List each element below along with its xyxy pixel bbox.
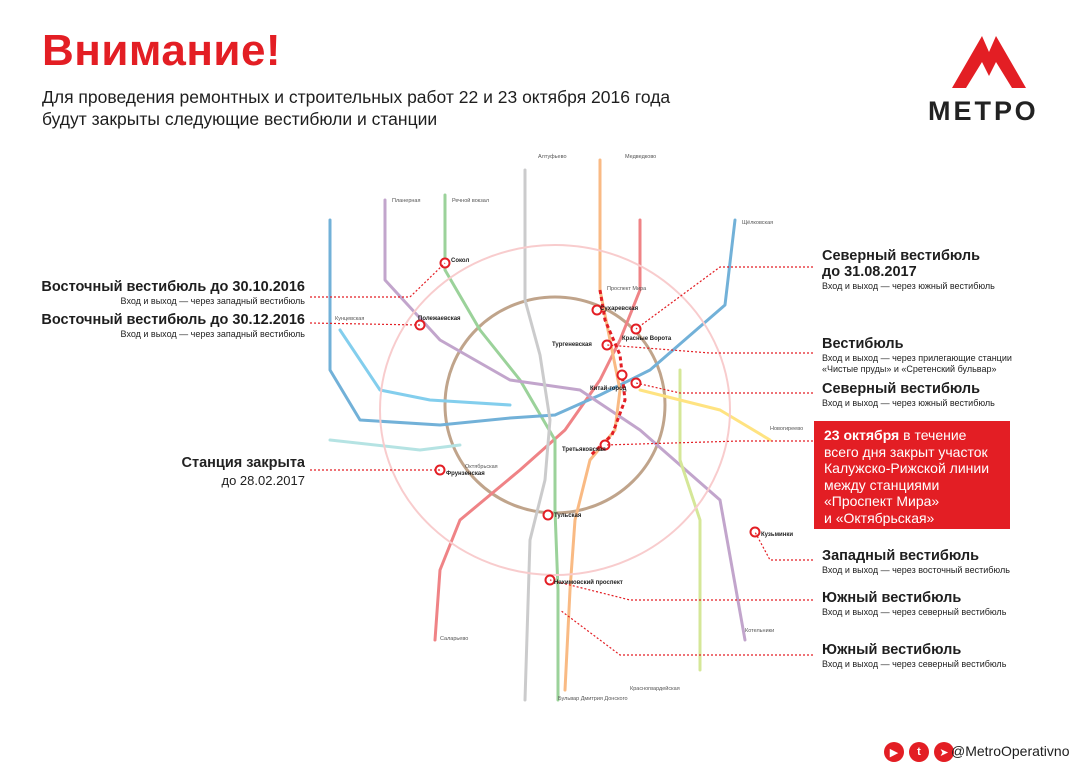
map-label: Речной вокзал (452, 198, 490, 204)
youtube-icon[interactable]: ▶ (884, 742, 904, 762)
subtitle-line: будут закрыты следующие вестибюли и станции (42, 109, 438, 129)
callout-heading: Северный вестибюль (822, 248, 981, 264)
callout-sub: Вход и выход — через восточный вестибюль (822, 565, 1010, 575)
twitter-icon[interactable]: t (909, 742, 929, 762)
notice-line: и «Октябрьская» (824, 509, 935, 526)
map-label: Нахимовский проспект (554, 580, 623, 586)
callout-heading-2: до 31.08.2017 (822, 264, 917, 280)
map-label: Фрунзенская (446, 471, 485, 477)
callout-heading: Южный вестибюль (822, 590, 962, 606)
notice-box (814, 421, 1010, 529)
social-icons (884, 742, 954, 762)
callout-sub: Вход и выход — через западный вестибюль (120, 296, 305, 306)
callout-sub: Вход и выход — через южный вестибюль (822, 398, 995, 408)
telegram-icon[interactable]: ➤ (934, 742, 954, 762)
callout-heading: Западный вестибюль (822, 548, 980, 564)
callout-right-6 (822, 642, 1006, 669)
notice-text: в течение (899, 427, 967, 443)
map-label: Сухаревская (600, 306, 639, 312)
metro-map (300, 140, 850, 730)
map-label: Китай-город (590, 386, 627, 392)
logo-text: МЕТРО (928, 96, 1039, 126)
map-label: Планерная (392, 198, 421, 204)
callout-right-3 (822, 381, 995, 408)
map-label: Медведково (625, 154, 657, 160)
notice-line: между станциями (824, 476, 940, 493)
notice-line (824, 427, 1002, 444)
notice-date: 23 октября (824, 427, 900, 443)
callout-sub: Вход и выход — через южный вестибюль (822, 281, 995, 291)
social-handle[interactable]: @MetroOperativno (951, 743, 1070, 759)
callout-right-5 (822, 590, 1006, 617)
callout-sub: до 28.02.2017 (221, 473, 305, 488)
callout-sub: Вход и выход — через западный вестибюль (120, 329, 305, 339)
map-label: Сокол (451, 258, 470, 264)
map-label: Алтуфьево (538, 154, 567, 160)
station-closed-callout (182, 455, 305, 488)
callout-heading: Восточный вестибюль до 30.12.2016 (41, 312, 305, 328)
notice-line: всего дня закрыт участок (824, 443, 988, 460)
callout-heading: Восточный вестибюль до 30.10.2016 (41, 279, 305, 295)
callout-heading: Станция закрыта (181, 455, 305, 471)
map-label: Полежаевская (418, 316, 461, 322)
callout-heading: Северный вестибюль (822, 381, 981, 397)
callout-right-4 (822, 548, 1010, 575)
callout-sub: Вход и выход — через северный вестибюль (822, 607, 1007, 617)
map-label: Третьяковская (562, 447, 606, 453)
callout-left-2 (41, 312, 305, 339)
map-label: Новогиреево (770, 426, 804, 432)
notice-line: Калужско-Рижской линии (824, 460, 990, 476)
map-label: Саларьево (440, 636, 469, 642)
callout-sub-2: «Чистые пруды» и «Сретенский бульвар» (822, 364, 997, 374)
map-label: Красногвардейская (630, 686, 680, 692)
callout-heading: Вестибюль (822, 336, 904, 352)
map-label: Кунцевская (335, 316, 365, 322)
map-label: Бульвар Дмитрия Донского (558, 696, 628, 702)
callout-sub: Вход и выход — через прилегающие станции (822, 353, 1012, 363)
map-label: Котельники (745, 628, 775, 634)
page-subtitle (42, 86, 742, 130)
map-label: Тульская (554, 513, 582, 519)
callout-right-1 (822, 248, 995, 291)
map-label: Октябрьская (465, 464, 498, 470)
map-label: Проспект Мира (607, 286, 647, 292)
callout-heading: Южный вестибюль (822, 642, 962, 658)
callout-sub: Вход и выход — через северный вестибюль (822, 659, 1007, 669)
map-label: Щёлковская (742, 220, 774, 226)
subtitle-line: Для проведения ремонтных и строительных работ 22 и 23 октября 2016 года (42, 87, 671, 107)
map-label: Кузьминки (761, 532, 794, 538)
page-title: Внимание! (42, 26, 282, 75)
callout-right-2 (822, 336, 1012, 374)
map-label: Тургеневская (552, 342, 592, 348)
notice-line: «Проспект Мира» (824, 493, 940, 509)
map-label: Красные Ворота (622, 336, 672, 342)
callout-left-1 (41, 279, 305, 306)
